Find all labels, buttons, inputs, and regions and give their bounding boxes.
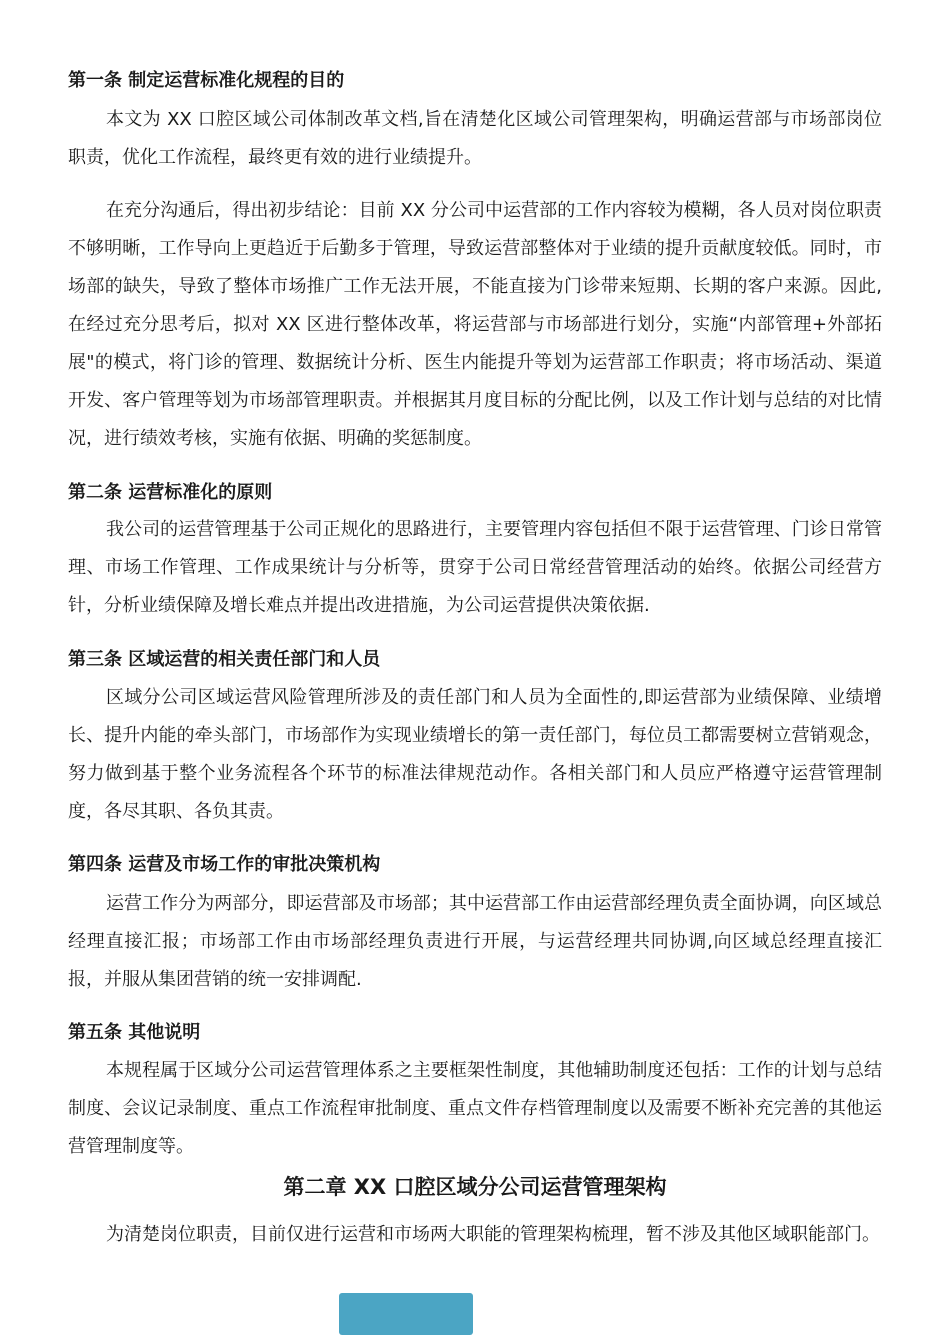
chapter-intro-paragraph: 为清楚岗位职责，目前仅进行运营和市场两大职能的管理架构梳理，暂不涉及其他区域职能部门。 — [106, 1224, 880, 1245]
org-chart-top-box — [339, 1293, 473, 1335]
article-3-paragraph-1: 区域分公司区域运营风险管理所涉及的责任部门和人员为全面性的,即运营部为业绩保障、业绩增长、提升内能的牵头部门，市场部作为实现业绩增长的第一责任部门，每位员工都需要树立营销观念，努力做到基于整个业务流程各个环节的标准法律规范动作。各相关部门和人员应严格遵守运营管理制度，各尽其职、各负其责。 — [68, 687, 882, 822]
article-1-paragraph-2: 在充分沟通后，得出初步结论：目前 XX 分公司中运营部的工作内容较为模糊，各人员对岗位职责不够明晰，工作导向上更趋近于后勤多于管理，导致运营部整体对于业绩的提升贡献度较低。同时，市场部的缺失，导致了整体市场推广工作无法开展，不能直接为门诊带来短期、长期的客户来源。因此,在经过充分思考后，拟对 XX 区进行整体改革，将运营部与市场部进行划分，实施“内部管理+外部拓展"的模式，将门诊的管理、数据统计分析、医生内能提升等划为运营部工作职责；将市场活动、渠道开发、客户管理等划为市场部管理职责。并根据其月度目标的分配比例，以及工作计划与总结的对比情况，进行绩效考核，实施有依据、明确的奖惩制度。 — [68, 200, 882, 449]
article-1-heading: 第一条 制定运营标准化规程的目的 — [68, 70, 345, 91]
article-2-paragraph-1: 我公司的运营管理基于公司正规化的思路进行，主要管理内容包括但不限于运营管理、门诊日常管理、市场工作管理、工作成果统计与分析等，贯穿于公司日常经营管理活动的始终。依据公司经营方针，分析业绩保障及增长难点并提出改进措施，为公司运营提供决策依据. — [68, 519, 882, 616]
article-5-paragraph-1: 本规程属于区域分公司运营管理体系之主要框架性制度，其他辅助制度还包括：工作的计划与总结制度、会议记录制度、重点工作流程审批制度、重点文件存档管理制度以及需要不断补充完善的其他运营管理制度等。 — [68, 1060, 882, 1157]
article-1-paragraph-1: 本文为 XX 口腔区域公司体制改革文档,旨在清楚化区域公司管理架构，明确运营部与市场部岗位职责，优化工作流程，最终更有效的进行业绩提升。 — [68, 109, 882, 168]
article-5-heading: 第五条 其他说明 — [68, 1022, 201, 1043]
article-2-heading: 第二条 运营标准化的原则 — [68, 482, 273, 503]
article-4-paragraph-1: 运营工作分为两部分，即运营部及市场部；其中运营部工作由运营部经理负责全面协调，向区域总经理直接汇报；市场部工作由市场部经理负责进行开展，与运营经理共同协调,向区域总经理直接汇报，并服从集团营销的统一安排调配. — [68, 893, 882, 990]
chapter-title: 第二章 XX 口腔区域分公司运营管理架构 — [283, 1175, 667, 1199]
article-4-heading: 第四条 运营及市场工作的审批决策机构 — [68, 854, 381, 875]
article-3-heading: 第三条 区域运营的相关责任部门和人员 — [68, 649, 381, 670]
